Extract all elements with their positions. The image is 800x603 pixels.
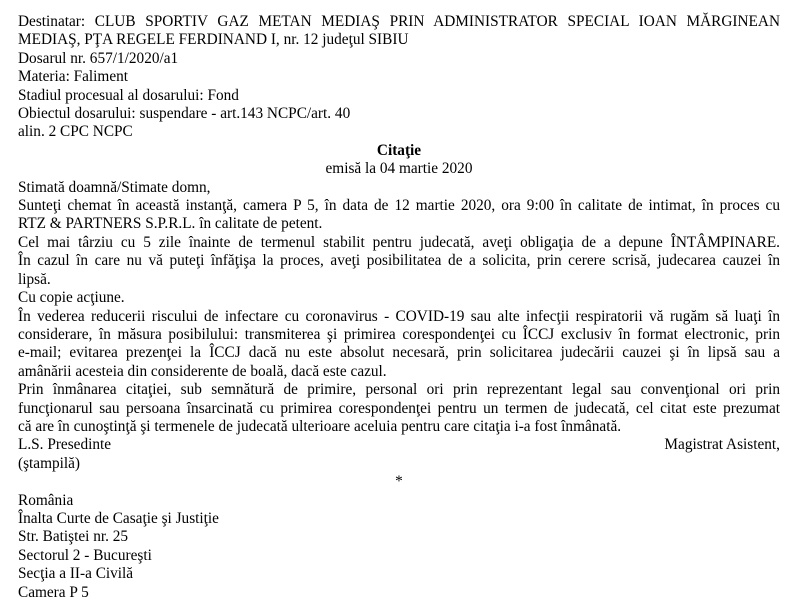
separator-asterisk: * bbox=[395, 473, 403, 491]
materia: Materia: Faliment bbox=[18, 68, 129, 86]
stadiu-procesual: Stadiul procesual al dosarului: Fond bbox=[18, 86, 239, 104]
covid-line-1: În vederea reducerii riscului de infectare cu coronavirus - COVID-19 sau alte infecţii respiratorii vă rugăm să luaţi în bbox=[18, 307, 780, 325]
court-sector: Sectorul 2 - Bucureşti bbox=[18, 546, 152, 564]
court-name: Înalta Curte de Casaţie şi Justiţie bbox=[18, 509, 219, 527]
summons-line-1: Sunteţi chemat în această instanţă, camera P 5, în data de 12 martie 2020, ora 9:00 în calitate de intimat, în proces cu bbox=[18, 197, 780, 215]
court-room: Camera P 5 bbox=[18, 583, 89, 601]
court-section: Secţia a II-a Civilă bbox=[18, 565, 134, 583]
document-title: Citaţie bbox=[376, 141, 422, 159]
handover-line-3: că are în cunoştinţă şi termenele de judecată ulterioare aceluia pentru care citaţia i-a fost înmânată. bbox=[18, 417, 622, 435]
handover-line-2: funcţionarul sau persoana însarcinată cu primirea corespondenţei pentru un termen de judecată, cel citat este prezumat bbox=[18, 399, 780, 417]
copy-note: Cu copie acţiune. bbox=[18, 289, 125, 307]
covid-line-4: amânării acesteia din considerente de boală, dacă este cazul. bbox=[18, 362, 387, 380]
dosar-number: Dosarul nr. 657/1/2020/a1 bbox=[18, 49, 179, 67]
issue-date: emisă la 04 martie 2020 bbox=[325, 160, 473, 178]
obiect-dosar-line-2: alin. 2 CPC NCPC bbox=[18, 123, 133, 141]
deadline-line: Cel mai târziu cu 5 zile înainte de termenul stabilit pentru judecată, aveţi obligaţia de a depune ÎNTÂMPINARE. bbox=[18, 233, 780, 251]
covid-line-3: e-mail; evitarea prezenţei la ÎCCJ dacă nu este absolut necesară, prin solicitarea judecării cauzei şi în lipsă sau a bbox=[18, 344, 780, 362]
destinatar-line-1: Destinatar: CLUB SPORTIV GAZ METAN MEDIAŞ PRIN ADMINISTRATOR SPECIAL IOAN MĂRGINEAN bbox=[18, 13, 780, 30]
destinatar-line-2: MEDIAŞ, PŢA REGELE FERDINAND I, nr. 12 judeţul SIBIU bbox=[18, 31, 409, 49]
magistrate-signature-label: Magistrat Asistent, bbox=[664, 436, 780, 454]
obiect-dosar-line-1: Obiectul dosarului: suspendare - art.143 NCPC/art. 40 bbox=[18, 105, 351, 123]
absence-line-1: În cazul în care nu vă puteţi înfăţişa la proces, aveţi posibilitatea de a solicita, prin cerere scrisă, judecarea cauzei în bbox=[18, 252, 780, 270]
court-address: Str. Batiştei nr. 25 bbox=[18, 528, 129, 546]
summons-line-2: RTZ & PARTNERS S.P.R.L. în calitate de petent. bbox=[18, 215, 323, 233]
covid-line-2: considerare, în măsura posibilului: transmiterea şi primirea corespondenţei cu ÎCCJ exclusiv în format electronic, prin bbox=[18, 325, 780, 343]
court-country: România bbox=[18, 491, 74, 509]
handover-line-1: Prin înmânarea citaţiei, sub semnătură de primire, personal ori prin reprezentant legal sau convenţional ori prin bbox=[18, 381, 780, 399]
president-signature-label: L.S. Presedinte bbox=[18, 436, 112, 454]
absence-line-2: lipsă. bbox=[18, 270, 51, 288]
salutation: Stimată doamnă/Stimate domn, bbox=[18, 178, 211, 196]
signature-row bbox=[18, 436, 780, 454]
stamp-placeholder: (ştampilă) bbox=[18, 454, 81, 472]
